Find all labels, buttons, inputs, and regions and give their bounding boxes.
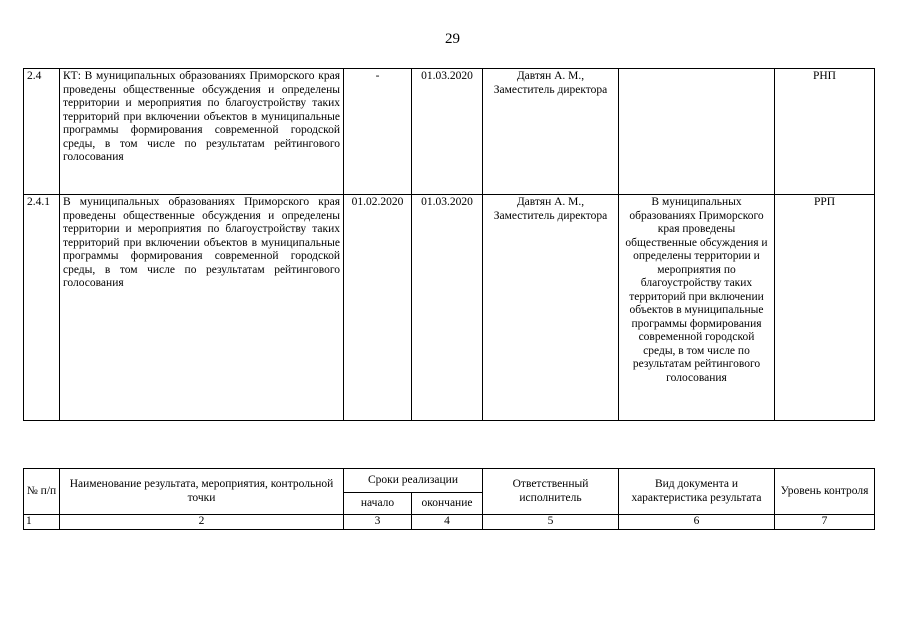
row-document: В муниципальных образованиях Приморского края проведены общественные обсуждения и определены территории и мероприятия по благоустройству таких территорий при включении объектов в муниципальные программы формирования современной городской среды, в том числе по результатам рейтингового голосования: [619, 195, 775, 421]
col-number: 1: [24, 515, 60, 530]
milestones-table: [23, 68, 875, 421]
header-document: Вид документа и характеристика результата: [619, 469, 775, 515]
header-terms: Сроки реализации: [344, 469, 483, 493]
row-control-level: РНП: [775, 69, 875, 195]
header-end: окончание: [412, 493, 483, 515]
header-start: начало: [344, 493, 412, 515]
row-control-level: РРП: [775, 195, 875, 421]
row-start-date: 01.02.2020: [344, 195, 412, 421]
row-responsible: Давтян А. М., Заместитель директора: [483, 195, 619, 421]
row-number: 2.4.1: [24, 195, 60, 421]
col-number: 3: [344, 515, 412, 530]
table-row: [24, 195, 875, 421]
header-responsible: Ответственный исполнитель: [483, 469, 619, 515]
row-start-date: -: [344, 69, 412, 195]
col-number: 2: [60, 515, 344, 530]
row-number: 2.4: [24, 69, 60, 195]
header-num: № п/п: [24, 469, 60, 515]
header-name: Наименование результата, мероприятия, контрольной точки: [60, 469, 344, 515]
col-number: 4: [412, 515, 483, 530]
header-table: [23, 468, 875, 530]
table-row: [24, 69, 875, 195]
row-end-date: 01.03.2020: [412, 69, 483, 195]
row-responsible: Давтян А. М., Заместитель директора: [483, 69, 619, 195]
col-number: 5: [483, 515, 619, 530]
header-control-level: Уровень контроля: [775, 469, 875, 515]
row-end-date: 01.03.2020: [412, 195, 483, 421]
row-document: [619, 69, 775, 195]
col-number: 6: [619, 515, 775, 530]
row-name: В муниципальных образованиях Приморского края проведены общественные обсуждения и определены территории и мероприятия по благоустройству таких территорий при включении объектов в муниципальные программы формирования современной городской среды, в том числе по результатам рейтингового голосования: [60, 195, 344, 421]
row-name: КТ: В муниципальных образованиях Приморского края проведены общественные обсуждения и определены территории и мероприятия по благоустройству таких территорий при включении объектов в муниципальные программы формирования современной городской среды, в том числе по результатам рейтингового голосования: [60, 69, 344, 195]
col-number: 7: [775, 515, 875, 530]
page-number: 29: [445, 31, 460, 47]
